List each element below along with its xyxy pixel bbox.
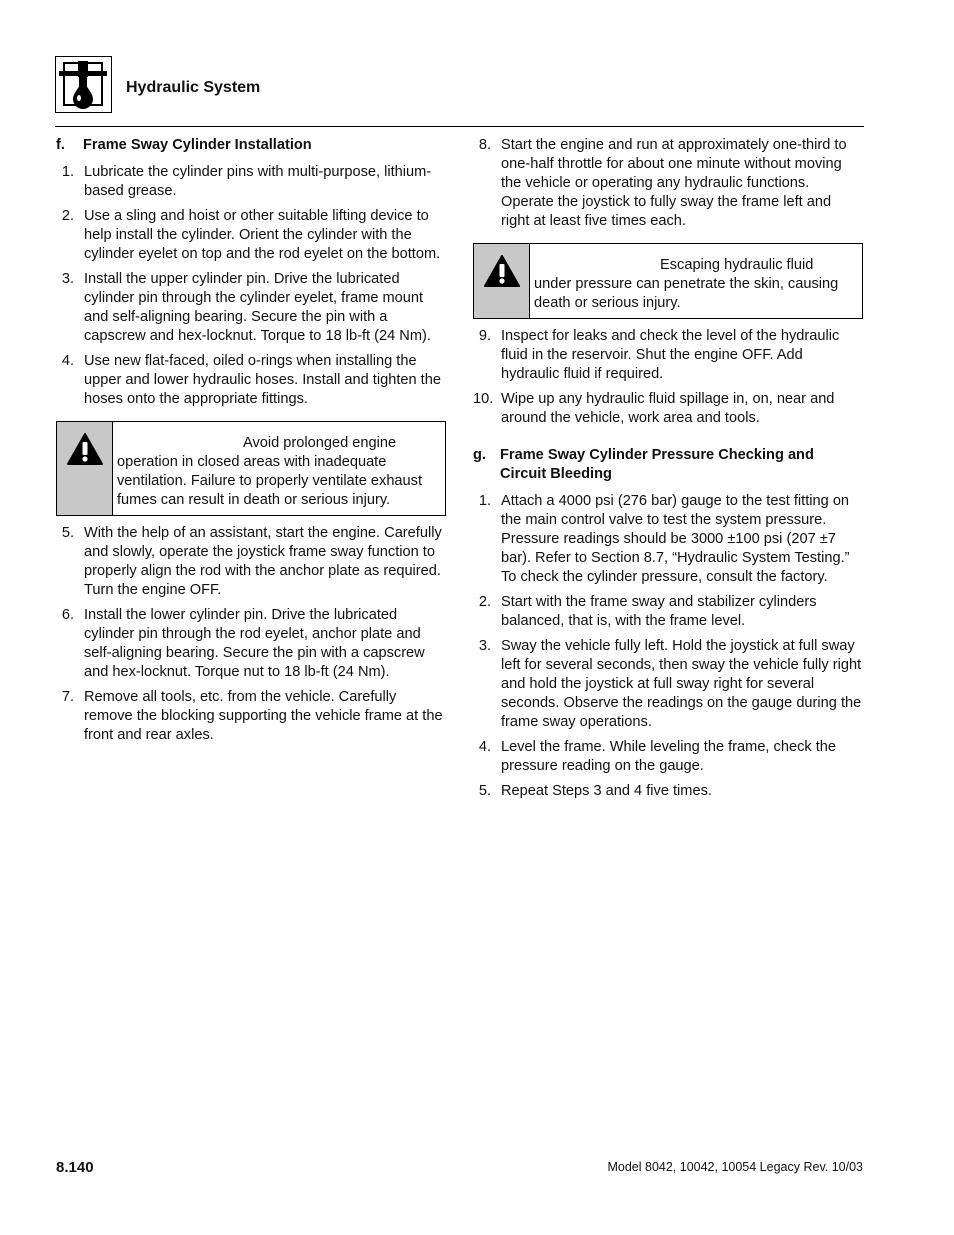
step-text: Wipe up any hydraulic fluid spillage in, on, near and around the vehicle, work area and tools. [501, 391, 835, 426]
right-column [473, 136, 863, 807]
step-number: 3. [61, 271, 74, 287]
list-item [56, 524, 446, 600]
warning-box-hydraulic-fluid [473, 243, 863, 319]
list-item [56, 163, 446, 201]
list-item [473, 637, 863, 732]
list-item [56, 352, 446, 409]
step-number: 4. [61, 353, 74, 369]
step-text: Install the upper cylinder pin. Drive the lubricated cylinder pin through the cylinder eyelet, frame mount and self-aligning bearing. Secure the pin with a capscrew and hex-locknut. Torque to 18 lb-ft (24 Nm). [84, 271, 431, 344]
step-text: Attach a 4000 psi (276 bar) gauge to the test fitting on the main control valve to test the system pressure. Pressure readings should be 3000 ±100 psi (207 ±7 bar). Refer to Section 8.7, “Hydraulic System Testing.” To check the cylinder pressure, consult the factory. [501, 493, 850, 585]
list-item [56, 270, 446, 346]
step-text: Lubricate the cylinder pins with multi-purpose, lithium-based grease. [84, 164, 432, 199]
section-letter: f. [56, 137, 65, 153]
step-text: Use a sling and hoist or other suitable lifting device to help install the cylinder. Orient the cylinder with the cylinder eyelet on top and the rod eyelet on the bottom. [84, 208, 441, 262]
section-heading-f [56, 136, 446, 155]
step-number: 5. [61, 525, 74, 541]
list-item [56, 688, 446, 745]
step-number: 8. [478, 137, 491, 153]
section-letter: g. [473, 447, 486, 463]
warning-triangle-icon [483, 254, 521, 288]
step-number: 3. [478, 638, 491, 654]
step-number: 2. [478, 594, 491, 610]
step-text: Start with the frame sway and stabilizer cylinders balanced, that is, with the frame level. [501, 594, 817, 629]
step-text: Sway the vehicle fully left. Hold the joystick at full sway left for several seconds, then sway the vehicle fully right and hold the joystick at full sway right for several seconds. Observe the readings on the gauge during the frame sway operations. [501, 638, 862, 730]
list-item [473, 136, 863, 231]
hydraulic-system-icon [55, 56, 112, 113]
list-item [473, 782, 863, 801]
list-item [473, 738, 863, 776]
warning-text: Escaping hydraulic fluid under pressure can penetrate the skin, causing death or serious injury. [534, 257, 839, 311]
step-text: Use new flat-faced, oiled o-rings when installing the upper and lower hydraulic hoses. Install and tighten the hoses onto the appropriate fittings. [84, 353, 441, 407]
list-item [473, 492, 863, 587]
step-number: 10. [473, 391, 494, 407]
left-column [56, 136, 446, 751]
step-number: 1. [61, 164, 74, 180]
warning-text: Avoid prolonged engine operation in closed areas with inadequate ventilation. Failure to properly ventilate exhaust fumes can result in death or serious injury. [117, 435, 423, 508]
step-number: 2. [61, 208, 74, 224]
step-number: 1. [478, 493, 491, 509]
warning-triangle-icon [66, 432, 104, 466]
step-text: Repeat Steps 3 and 4 five times. [501, 783, 712, 799]
warning-box-exhaust [56, 421, 446, 516]
header-divider [55, 126, 864, 127]
section-title: Frame Sway Cylinder Installation [83, 137, 312, 153]
step-text: Start the engine and run at approximately one-third to one-half throttle for about one minute without moving the vehicle or operating any hydraulic functions. Operate the joystick to fully sway the frame left and right at least five times each. [501, 137, 847, 229]
step-text: Level the frame. While leveling the frame, check the pressure reading on the gauge. [501, 739, 837, 774]
step-text: Inspect for leaks and check the level of the hydraulic fluid in the reservoir. Shut the engine OFF. Add hydraulic fluid if required. [501, 328, 840, 382]
step-text: Install the lower cylinder pin. Drive the lubricated cylinder pin through the rod eyelet, anchor plate and self-aligning bearing. Secure the pin with a capscrew and hex-locknut. Torque nut to 18 lb-ft (24 Nm). [84, 607, 425, 680]
list-item [56, 207, 446, 264]
section-title: Frame Sway Cylinder Pressure Checking and Circuit Bleeding [500, 447, 814, 482]
list-item [473, 390, 863, 428]
model-revision: Model 8042, 10042, 10054 Legacy Rev. 10/03 [607, 1160, 863, 1174]
list-item [473, 327, 863, 384]
step-number: 5. [478, 783, 491, 799]
step-text: With the help of an assistant, start the engine. Carefully and slowly, operate the joystick frame sway function to properly align the rod with the anchor plate as required. Turn the engine OFF. [84, 525, 442, 598]
list-item [56, 606, 446, 682]
step-text: Remove all tools, etc. from the vehicle. Carefully remove the blocking supporting the vehicle frame at the front and rear axles. [84, 689, 443, 743]
step-number: 4. [478, 739, 491, 755]
list-item [473, 593, 863, 631]
step-number: 6. [61, 607, 74, 623]
page-number: 8.140 [56, 1159, 94, 1176]
step-number: 7. [61, 689, 74, 705]
section-heading-g [473, 446, 863, 484]
page-title: Hydraulic System [126, 79, 261, 96]
step-number: 9. [478, 328, 491, 344]
